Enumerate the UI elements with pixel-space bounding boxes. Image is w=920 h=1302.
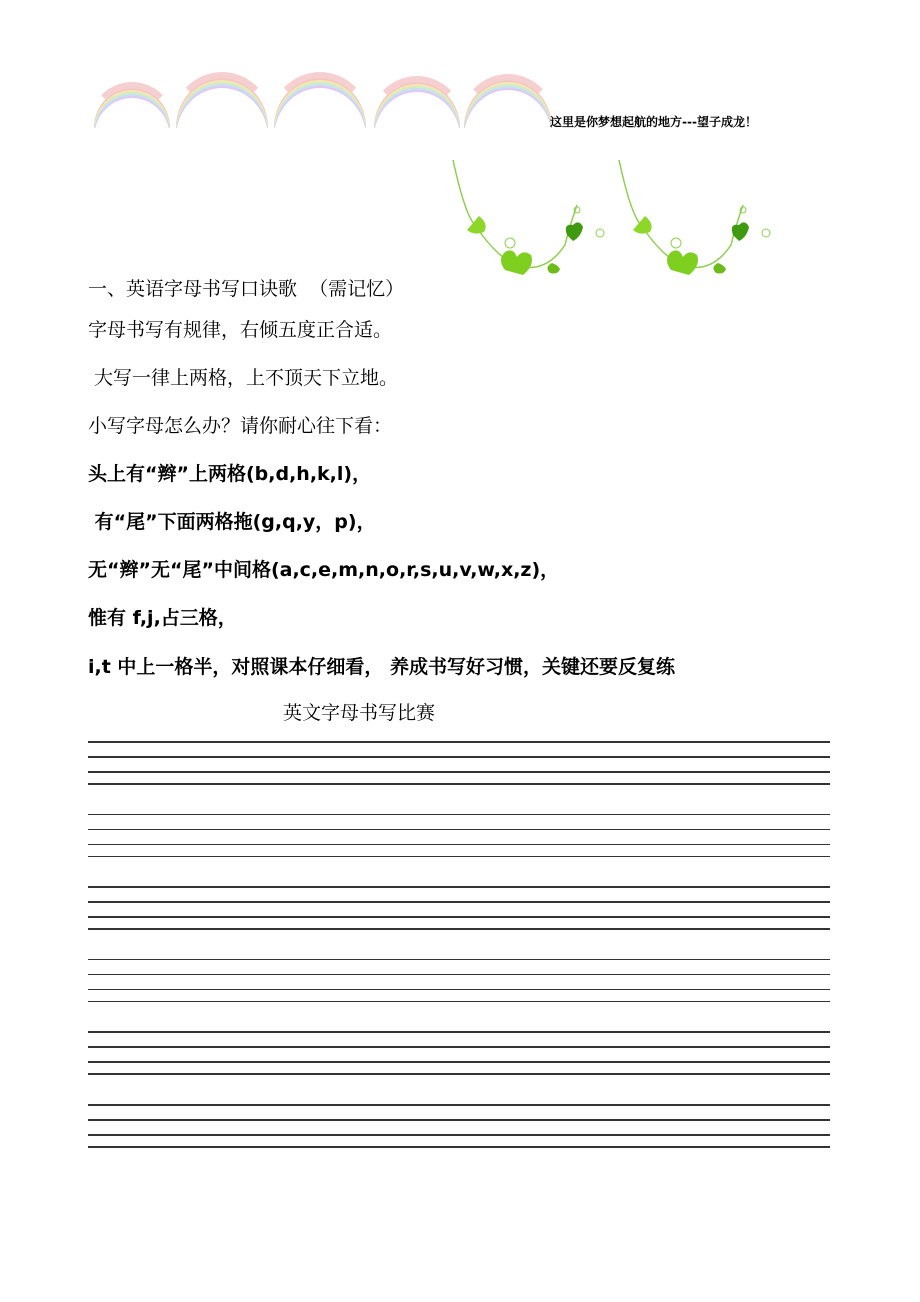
writing-rule-line	[88, 1046, 830, 1048]
writing-rule-line	[88, 856, 830, 858]
rhyme-line: 头上有“辫”上两格(b,d,h,k,l)，	[88, 463, 372, 485]
rhyme-line: 大写一律上两格，上不顶天下立地。	[88, 367, 399, 389]
rhyme-line: 小写字母怎么办？请你耐心往下看：	[88, 415, 393, 437]
writing-rule-line	[88, 771, 830, 773]
writing-rule-line	[88, 756, 830, 758]
writing-rule-line	[88, 1134, 830, 1136]
writing-rule-line	[88, 829, 830, 831]
writing-rule-line	[88, 959, 830, 961]
writing-rule-line	[88, 901, 830, 903]
rhyme-line: i,t 中上一格半，对照课本仔细看， 养成书写好习惯，关键还要反复练	[88, 656, 676, 678]
rhyme-line: 无“辫”无“尾”中间格(a,c,e,m,n,o,r,s,u,v,w,x,z)，	[88, 559, 560, 581]
writing-rule-line	[88, 1061, 830, 1063]
writing-rule-line	[88, 741, 830, 743]
writing-rule-line	[88, 974, 830, 976]
writing-rule-line	[88, 928, 830, 930]
rhyme-line: 有“尾”下面两格拖(g,q,y，p)，	[88, 511, 376, 533]
writing-rule-line	[88, 1119, 830, 1121]
rhyme-line: 字母书写有规律，右倾五度正合适。	[88, 319, 393, 341]
vine-heart-decoration	[445, 155, 785, 290]
writing-rule-line	[88, 916, 830, 918]
writing-rule-line	[88, 1073, 830, 1075]
writing-rule-line	[88, 783, 830, 785]
practice-title: 英文字母书写比赛	[283, 702, 436, 724]
writing-rule-line	[88, 886, 830, 888]
writing-rule-line	[88, 1104, 830, 1106]
rhyme-line: 惟有 f,j,占三格，	[88, 607, 237, 629]
section-heading: 一、英语字母书写口诀歌 （需记忆）	[88, 278, 405, 300]
writing-rule-line	[88, 989, 830, 991]
writing-rule-line	[88, 1031, 830, 1033]
writing-rule-line	[88, 814, 830, 816]
writing-rule-line	[88, 1001, 830, 1003]
writing-rule-line	[88, 1146, 830, 1148]
motto-text: 这里是你梦想起航的地方---望子成龙！	[550, 115, 757, 129]
writing-rule-line	[88, 844, 830, 846]
